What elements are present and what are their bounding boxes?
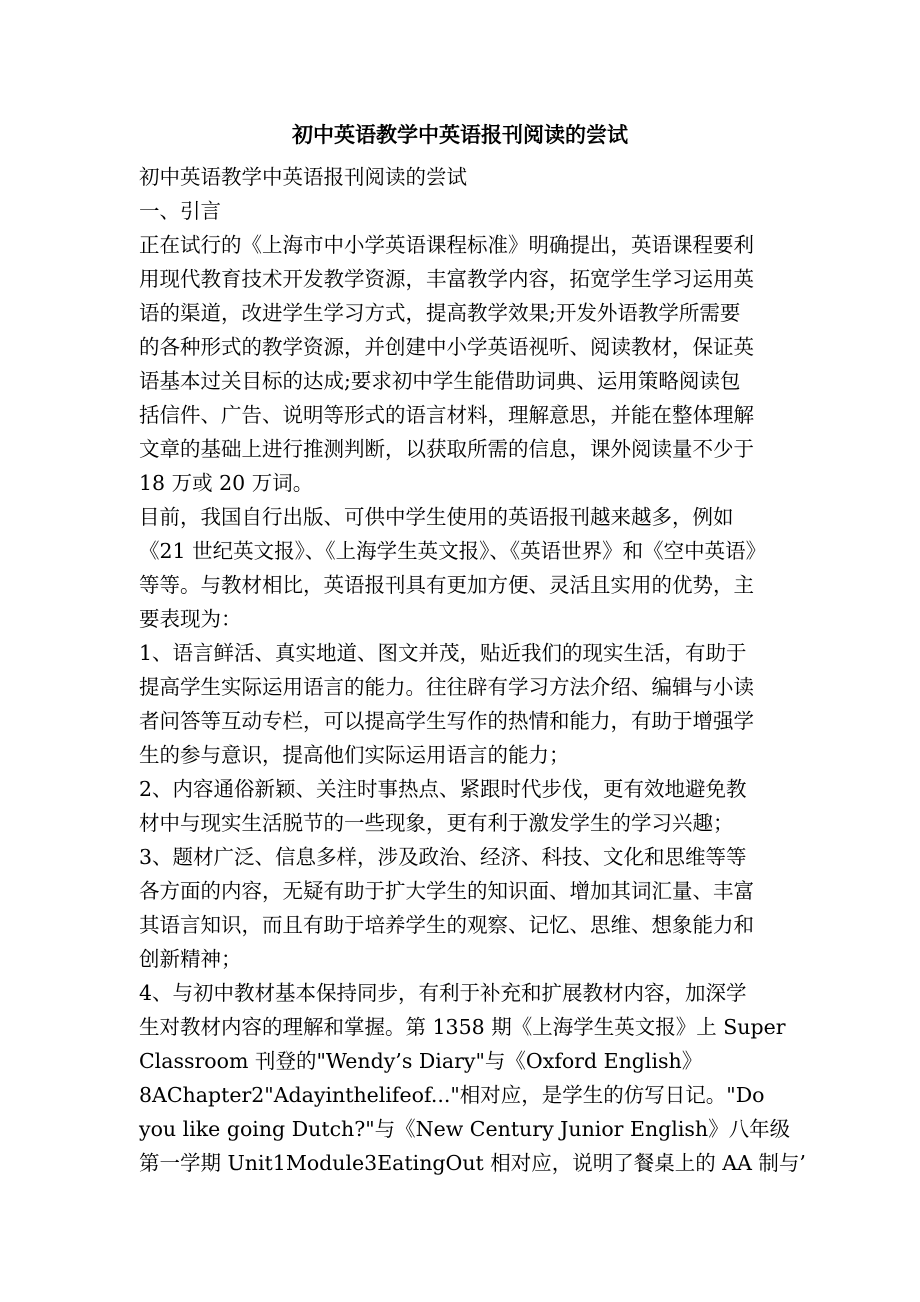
body-line: 4、与初中教材基本保持同步，有利于补充和扩展教材内容，加深学 xyxy=(139,981,747,1005)
body-line: 3、题材广泛、信息多样，涉及政治、经济、科技、文化和思维等等 xyxy=(139,845,747,869)
body-line: 生的参与意识，提高他们实际运用语言的能力； xyxy=(139,743,570,767)
body-line: 用现代教育技术开发教学资源，丰富教学内容，拓宽学生学习运用英 xyxy=(139,267,754,291)
body-line: 语的渠道，改进学生学习方式，提高教学效果;开发外语教学所需要 xyxy=(139,301,741,325)
body-line: 第一学期 Unit1Module3EatingOut 相对应，说明了餐桌上的 AA 制与’ xyxy=(139,1151,806,1175)
body-line: 2、内容通俗新颖、关注时事热点、紧跟时代步伐，更有效地避免教 xyxy=(139,777,747,801)
body-line: 文章的基础上进行推测判断，以获取所需的信息，课外阅读量不少于 xyxy=(139,437,754,461)
body-line: 《21 世纪英文报》、《上海学生英文报》、《英语世界》和《空中英语》 xyxy=(139,539,767,563)
document-body xyxy=(139,160,806,1180)
body-line: 一、引言 xyxy=(139,199,221,223)
body-line: 其语言知识，而且有助于培养学生的观察、记忆、思维、想象能力和 xyxy=(139,913,754,937)
body-line: 8AChapter2"Adayinthelifeof..."相对应，是学生的仿写日记。"Do xyxy=(139,1083,765,1107)
body-line: Classroom 刊登的"Wendy’s Diary"与《Oxford English》 xyxy=(139,1049,703,1073)
body-line: 1、语言鲜活、真实地道、图文并茂，贴近我们的现实生活，有助于 xyxy=(139,641,747,665)
document-title: 初中英语教学中英语报刊阅读的尝试 xyxy=(292,123,628,147)
body-line: 生对教材内容的理解和掌握。第 1358 期《上海学生英文报》上 Super xyxy=(139,1015,786,1039)
body-line: you like going Dutch?"与《New Century Junior English》八年级 xyxy=(139,1117,791,1141)
body-line: 等等。与教材相比，英语报刊具有更加方便、灵活且实用的优势，主 xyxy=(139,573,754,597)
body-line: 括信件、广告、说明等形式的语言材料，理解意思，并能在整体理解 xyxy=(139,403,754,427)
body-line: 各方面的内容，无疑有助于扩大学生的知识面、增加其词汇量、丰富 xyxy=(139,879,754,903)
body-line: 材中与现实生活脱节的一些现象，更有利于激发学生的学习兴趣； xyxy=(139,811,734,835)
body-line: 初中英语教学中英语报刊阅读的尝试 xyxy=(139,165,467,189)
body-line: 语基本过关目标的达成;要求初中学生能借助词典、运用策略阅读包 xyxy=(139,369,741,393)
body-line: 要表现为： xyxy=(139,607,242,631)
body-line: 提高学生实际运用语言的能力。往往辟有学习方法介绍、编辑与小读 xyxy=(139,675,754,699)
body-line: 目前，我国自行出版、可供中学生使用的英语报刊越来越多，例如 xyxy=(139,505,734,529)
body-line: 创新精神； xyxy=(139,947,242,971)
body-line: 的各种形式的教学资源，并创建中小学英语视听、阅读教材，保证英 xyxy=(139,335,754,359)
body-line: 者问答等互动专栏，可以提高学生写作的热情和能力，有助于增强学 xyxy=(139,709,754,733)
body-line: 正在试行的《上海市中小学英语课程标准》明确提出，英语课程要利 xyxy=(139,233,754,257)
body-line: 18 万或 20 万词。 xyxy=(139,471,314,495)
